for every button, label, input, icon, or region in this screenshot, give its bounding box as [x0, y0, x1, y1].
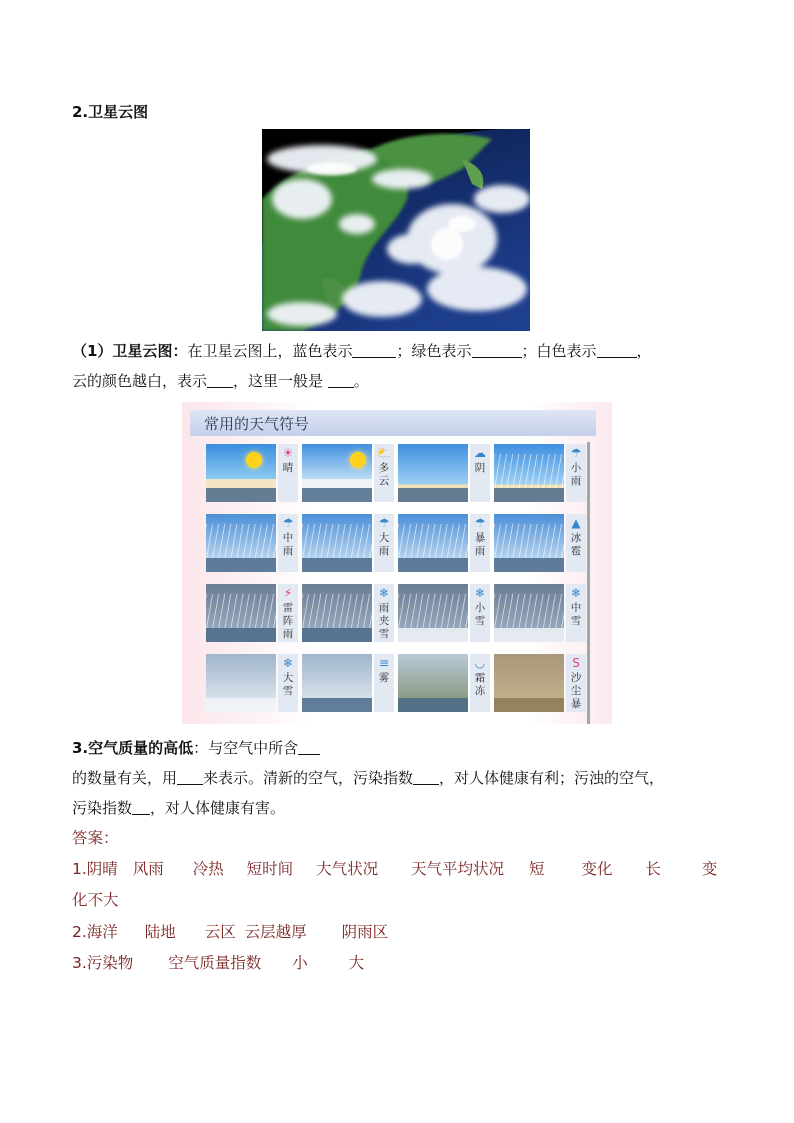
chart-title-bar [190, 410, 596, 436]
ground [302, 628, 372, 642]
sandstorm-icon: S [572, 656, 580, 670]
section-3-text-b: 的数量有关，用 [72, 769, 178, 787]
weather-symbol-panel [374, 514, 394, 572]
weather-cell [494, 654, 586, 714]
weather-cell [302, 514, 394, 574]
thunderstorm-icon: ⚡ [283, 586, 293, 600]
answer-item: 小 [292, 954, 308, 972]
weather-illustration [206, 514, 276, 572]
weather-symbol-panel [566, 514, 586, 572]
answer-item: 变 [701, 860, 718, 878]
weather-cell [206, 444, 298, 504]
section-heading: 3.空气质量的高低 [72, 739, 194, 757]
answer-item: 1.阴晴 [72, 860, 118, 878]
weather-symbol-panel [470, 514, 490, 572]
blank-field[interactable] [597, 343, 637, 358]
answer-item: 大气状况 [316, 860, 379, 878]
weather-symbol-panel [566, 444, 586, 502]
precipitation [302, 594, 372, 628]
ground [206, 698, 276, 712]
weather-label: 小雪 [474, 602, 486, 627]
weather-illustration [494, 444, 564, 502]
ground [398, 558, 468, 572]
ground [206, 558, 276, 572]
q1-text-g: 。 [353, 372, 369, 390]
light-rain-icon: ☂ [570, 446, 582, 460]
weather-label: 沙尘暴 [570, 672, 582, 710]
weather-illustration [494, 654, 564, 712]
weather-cell [398, 514, 490, 574]
blank-field[interactable] [352, 343, 396, 358]
weather-cell [398, 444, 490, 504]
weather-illustration [206, 654, 276, 712]
ground [494, 628, 564, 642]
weather-illustration [302, 654, 372, 712]
ground [494, 558, 564, 572]
weather-label: 小雨 [570, 462, 582, 487]
weather-label: 雷阵雨 [282, 602, 294, 640]
answer-item: 短时间 [246, 860, 294, 878]
partly-cloudy-icon: ⛅ [376, 446, 392, 460]
weather-symbol-panel [470, 584, 490, 642]
answer-item: 短 [529, 860, 545, 878]
hail-icon: ▲ [571, 516, 581, 530]
weather-symbol-panel [278, 654, 298, 712]
answer-item: 2.海洋 [72, 923, 118, 941]
precipitation [398, 594, 468, 628]
weather-label: 晴 [282, 462, 294, 474]
weather-cell [206, 584, 298, 644]
ground [206, 488, 276, 502]
q1-text-e: 云的颜色越白，表示 [72, 372, 208, 390]
answer-item: 天气平均状况 [411, 860, 505, 878]
light-snow-icon: ❄ [474, 586, 486, 600]
precipitation [398, 524, 468, 558]
heavy-rain-icon: ☂ [378, 516, 390, 530]
sun-icon [246, 452, 262, 468]
ground [398, 628, 468, 642]
weather-label: 大雨 [378, 532, 390, 557]
weather-illustration [302, 444, 372, 502]
precipitation [206, 594, 276, 628]
ground [494, 488, 564, 502]
overcast-icon: ☁ [474, 446, 486, 460]
weather-illustration [206, 584, 276, 642]
blank-field[interactable] [298, 740, 320, 755]
section-3-line-1 [72, 733, 320, 764]
section-3-text-a: ：与空气中所含 [193, 739, 299, 757]
sun-icon [350, 452, 366, 468]
weather-cell [494, 444, 586, 504]
weather-cell [302, 444, 394, 504]
q1-text-c: ；白色表示 [521, 342, 597, 360]
weather-illustration [398, 444, 468, 502]
weather-label: 阴 [474, 462, 486, 474]
blank-field[interactable] [413, 770, 439, 785]
section-3-text-f: ，对人体健康有害。 [150, 799, 286, 817]
question-1-label: （1）卫星云图 [72, 342, 173, 360]
answer-item: 3.污染物 [72, 954, 134, 972]
answer-3 [72, 948, 364, 979]
weather-symbols-chart [182, 402, 612, 724]
question-1-colon: ： [172, 342, 188, 360]
rainstorm-icon: ☂ [474, 516, 486, 530]
weather-symbol-panel [470, 444, 490, 502]
answer-item: 冷热 [192, 860, 224, 878]
weather-illustration [398, 654, 468, 712]
weather-symbol-panel [278, 444, 298, 502]
weather-symbol-panel [566, 654, 586, 712]
weather-illustration [206, 444, 276, 502]
answer-item: 变化 [581, 860, 613, 878]
weather-label: 中雨 [282, 532, 294, 557]
answer-item: 大 [348, 954, 365, 972]
weather-label: 大雪 [282, 672, 294, 697]
sleet-icon: ❄ [378, 586, 390, 600]
section-3-text-c: 来表示。清新的空气，污染指数 [203, 769, 414, 787]
weather-illustration [302, 514, 372, 572]
weather-symbol-panel [374, 654, 394, 712]
weather-cell [494, 584, 586, 644]
heavy-snow-icon: ❄ [282, 656, 294, 670]
weather-symbol-panel [278, 584, 298, 642]
weather-illustration [494, 514, 564, 572]
weather-illustration [398, 514, 468, 572]
precipitation [494, 594, 564, 628]
sun-icon: ☀ [282, 446, 294, 460]
weather-symbol-panel [566, 584, 586, 642]
weather-cell [206, 514, 298, 574]
precipitation [206, 524, 276, 558]
weather-cell [494, 514, 586, 574]
answer-item: 云层越厚 [244, 923, 307, 941]
weather-cell [206, 654, 298, 714]
weather-symbol-panel [374, 444, 394, 502]
ground [494, 698, 564, 712]
answer-item: 长 [645, 860, 661, 878]
answer-2 [72, 917, 388, 948]
answer-item: 风雨 [132, 860, 164, 878]
weather-label: 冰雹 [570, 532, 582, 557]
weather-label: 中雪 [570, 602, 582, 627]
ground [206, 628, 276, 642]
answer-item: 空气质量指数 [168, 954, 262, 972]
fog-icon: ≡ [378, 656, 390, 670]
blank-field[interactable] [207, 373, 233, 388]
question-1-line-2 [72, 366, 369, 397]
section-3-text-d: ，对人体健康有利；污浊的空气， [439, 769, 665, 787]
precipitation [302, 524, 372, 558]
weather-symbol-panel [470, 654, 490, 712]
weather-cell [398, 584, 490, 644]
answer-1-continued: 化不大 [72, 891, 119, 909]
weather-label: 暴雨 [474, 532, 486, 557]
answer-item: 阴雨区 [341, 923, 389, 941]
blank-field[interactable] [328, 373, 354, 388]
q1-text-d: ， [636, 342, 652, 360]
ground [302, 558, 372, 572]
ground [302, 488, 372, 502]
frost-icon: ◡ [474, 656, 486, 670]
blank-field[interactable] [472, 343, 522, 358]
weather-cell [302, 654, 394, 714]
weather-cell [398, 654, 490, 714]
weather-label: 多云 [378, 462, 390, 487]
weather-illustration [302, 584, 372, 642]
moderate-snow-icon: ❄ [570, 586, 582, 600]
satellite-cloud-image [262, 129, 530, 331]
weather-illustration [398, 584, 468, 642]
precipitation [494, 524, 564, 558]
weather-label: 雾 [378, 672, 390, 684]
weather-illustration [494, 584, 564, 642]
section-3-text-e: 污染指数 [72, 799, 133, 817]
weather-symbol-panel [374, 584, 394, 642]
section-3-line-2 [72, 763, 664, 794]
answer-1 [72, 854, 732, 885]
weather-label: 雨夹雪 [378, 602, 390, 640]
ground [398, 698, 468, 712]
chart-divider [587, 442, 590, 724]
blank-field[interactable] [177, 770, 203, 785]
section-3-line-3 [72, 793, 285, 824]
blank-field[interactable] [132, 800, 150, 815]
question-1-line-1 [72, 336, 652, 367]
precipitation [494, 454, 564, 488]
moderate-rain-icon: ☂ [282, 516, 294, 530]
q1-text-a: 在卫星云图上，蓝色表示 [187, 342, 353, 360]
ground [302, 698, 372, 712]
chart-title: 常用的天气符号 [204, 415, 310, 433]
weather-cell [302, 584, 394, 644]
q1-text-f: ，这里一般是 [233, 372, 328, 390]
answer-item: 陆地 [144, 923, 176, 941]
q1-text-b: ；绿色表示 [396, 342, 472, 360]
answer-item: 云区 [204, 923, 236, 941]
section-heading: 2.卫星云图 [72, 103, 149, 121]
answers-title: 答案： [72, 829, 119, 847]
weather-symbol-panel [278, 514, 298, 572]
ground [398, 488, 468, 502]
weather-label: 霜冻 [474, 672, 486, 697]
